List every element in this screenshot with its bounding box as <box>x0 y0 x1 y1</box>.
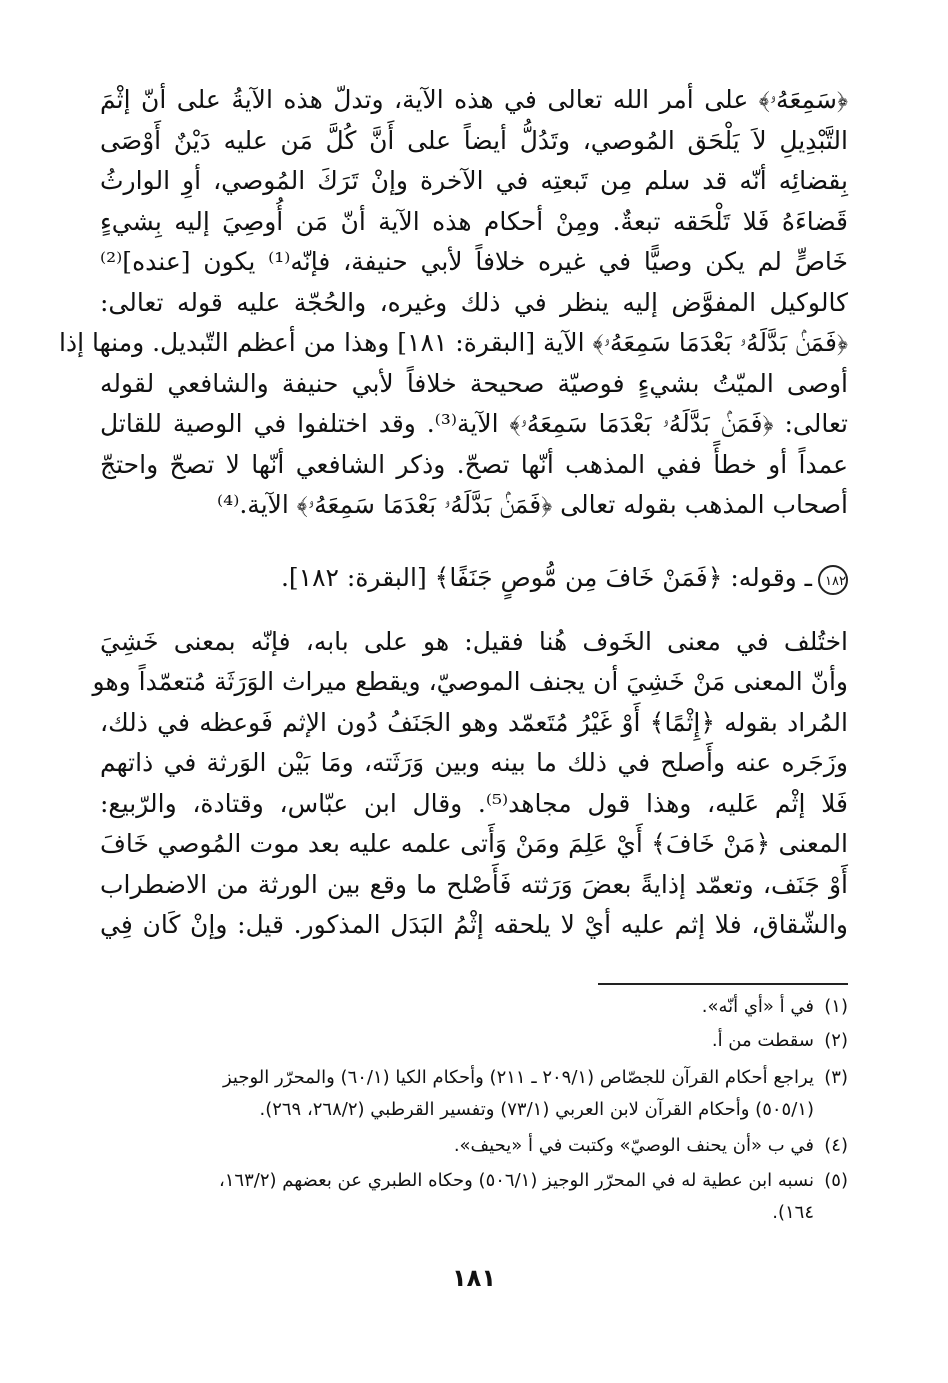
footnote-continuation: (٥٠٥/١) وأحكام القرآن لابن العربي (٧٣/١) وتفسير القرطبي (٢٦٨/٢، ٢٦٩). <box>259 1099 814 1120</box>
footnote <box>100 1166 848 1196</box>
body-line: التَّبْدِيلِ لاَ يَلْحَق المُوصي، وتَدُلُّ أيضاً على أَنَّ كُلَّ مَن عليه دَيْنٌ أَوْصَى <box>100 126 848 155</box>
page-number: ١٨١ <box>452 1264 496 1292</box>
footnote <box>100 992 848 1022</box>
footnote-number: (٥) <box>824 1170 848 1191</box>
body-line: ﴿فَمَنۢ بَدَّلَهُۥ بَعْدَمَا سَمِعَهُۥ﴾ الآية [البقرة: ١٨١] وهذا من أعظم التّبديل. ومنها إذا <box>59 328 848 357</box>
body-line: بِقضائِه أنّه قد سلم مِن تَبعتِه في الآخرة وإنْ تَرَكَ المُوصي، أوِ الوارثُ <box>100 166 848 195</box>
body-line: أوصى الميّتُ بشيءٍ فوصيّة صحيحة خلافاً لأبي حنيفة والشافعي لقوله <box>100 369 848 398</box>
footnote-text: في أ «أي أنّه». <box>701 996 814 1017</box>
body-line: المعنى ﴿مَنْ خَافَ﴾ أَيْ عَلِمَ ومَنْ وَأَتى علمه عليه بعد موت المُوصي خَافَ <box>100 829 848 858</box>
verse-heading <box>100 558 848 598</box>
verse-number-badge: ١٨٢ <box>818 565 848 595</box>
body-line: كالوكيل المفوَّض إليه ينظر في ذلك وغيره، والحُجّة عليه قوله تعالى: <box>100 288 848 317</box>
footnote-separator <box>598 983 848 985</box>
verse-heading-text: ـ وقوله: ﴿فَمَنْ خَافَ مِن مُّوصٍ جَنَفًا﴾ [البقرة: ١٨٢]. <box>280 563 812 592</box>
footnote-number: (١) <box>824 996 848 1017</box>
body-line: وزَجَره عنه وأَصلح في ذلك ما بينه وبين وَرَثَته، ومَا بَيْن الوَرثة في ذاتهم <box>100 748 848 777</box>
body-line: المُراد بقوله ﴿إِثْمًا﴾ أَوْ غَيْرُ مُتَعمّد وهو الجَنَفُ دُون الإثم فَوعظه في ذلك، <box>100 708 848 737</box>
footnote <box>100 1026 848 1056</box>
footnote-number: (٢) <box>824 1030 848 1051</box>
body-line: وأنّ المعنى مَنْ خَشِيَ أن يجنف الموصيّ، ويقطع ميراث الوَرَثَة مُتعمّداً وهو <box>92 667 848 696</box>
footnote-text: سقطت من أ. <box>711 1030 814 1051</box>
body-line: قَضاءَهُ فَلا تَلْحَقه تبعةٌ. ومِنْ أحكام هذه الآية أنّ مَن أُوصِيَ إليه بِشيءٍ <box>100 207 848 236</box>
body-line: ﴿سَمِعَهُۥ﴾ على أمر الله تعالى في هذه الآية، وتدلّ هذه الآيةُ على أنّ إثْمَ <box>100 85 848 114</box>
body-line: فَلا إثْم عَليه، وهذا قول مجاهد⁽⁵⁾. وقال ابن عبّاس، وقتادة، والرّبيع: <box>100 789 848 818</box>
footnote-continuation: ١٦٤). <box>772 1202 814 1223</box>
body-line: عمداً أو خطأً ففي المذهب أنّها تصحّ. وذكر الشافعي أنّها لا تصحّ واحتجّ <box>100 450 848 479</box>
footnote-number: (٣) <box>824 1067 848 1088</box>
body-line: والشّقاق، فلا إثم عليه أيْ لا يلحقه إثْمُ البَدَل المذكور. قيل: وإنْ كَان فِي <box>100 910 848 939</box>
body-line: خَاصٍّ لم يكن وصيًّا في غيره خلافاً لأبي حنيفة، فإنّه⁽¹⁾ يكون [عنده]⁽²⁾ <box>100 247 848 276</box>
body-line: اختُلف في معنى الخَوف هُنا فقيل: هو على بابه، فإنّه بمعنى خَشِيَ <box>100 627 848 656</box>
footnote-text: في ب «أن يحنف الوصيّ» وكتبت في أ «يحيف». <box>453 1135 814 1156</box>
footnote-text: يراجع أحكام القرآن للجصّاص (٢٠٩/١ ـ ٢١١) وأحكام الكيا (٦٠/١) والمحرّر الوجيز <box>222 1067 814 1088</box>
body-line: أصحاب المذهب بقوله تعالى ﴿فَمَنۢ بَدَّلَهُۥ بَعْدَمَا سَمِعَهُۥ﴾ الآية.⁽⁴⁾ <box>217 490 848 519</box>
footnote-number: (٤) <box>824 1135 848 1156</box>
footnote <box>100 1063 848 1093</box>
body-line: تعالى: ﴿فَمَنۢ بَدَّلَهُۥ بَعْدَمَا سَمِعَهُۥ﴾ الآية⁽³⁾. وقد اختلفوا في الوصية للقاتل <box>100 409 849 438</box>
body-line: أَوْ جَنَف، وتعمّد إذايةً بعضَ وَرَثته فَأَصْلح ما وقع بين الورثة من الاضطراب <box>100 870 848 899</box>
footnote-text: نسبه ابن عطية له في المحرّر الوجيز (٥٠٦/١) وحكاه الطبري عن بعضهم (١٦٣/٢، <box>218 1170 814 1191</box>
footnote <box>100 1131 848 1161</box>
